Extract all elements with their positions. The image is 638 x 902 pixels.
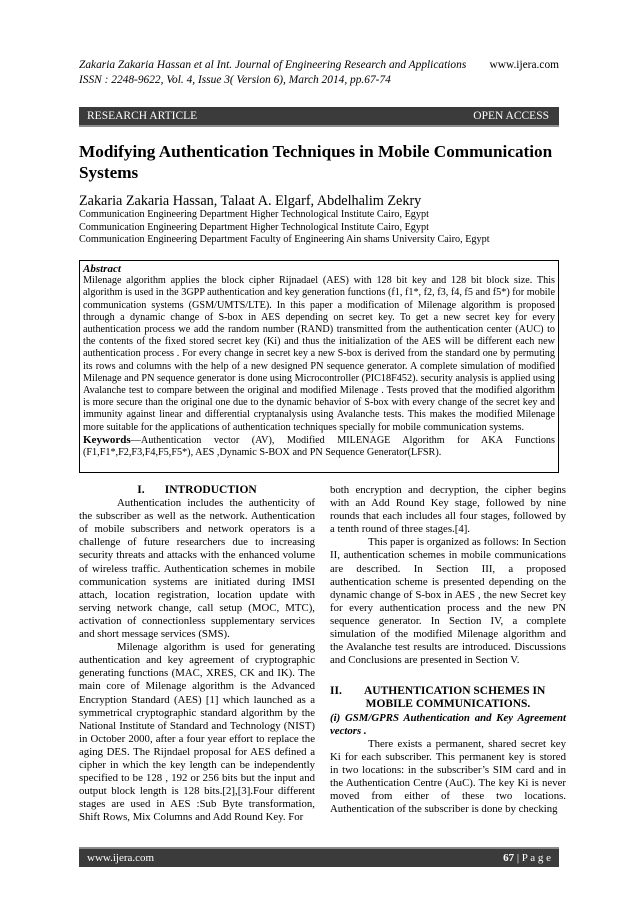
header-url[interactable]: www.ijera.com	[489, 59, 559, 71]
abstract-box	[79, 260, 559, 473]
keywords-label: Keywords	[83, 433, 131, 446]
article-type-banner	[79, 107, 559, 127]
affiliation-3: Communication Engineering Department Faculty of Engineering Ain shams University Cairo, Egypt	[79, 234, 490, 246]
gsm-paragraph: There exists a permanent, shared secret key Ki for each subscriber. This permanent key is stored in two locations: in the subscriber’s SIM card and in the Authentication Centre (AuC). The key Ki is never moved from either of these two locations. Authentication of the subscriber is done by checking	[330, 737, 566, 816]
running-header	[79, 58, 559, 88]
subsection-heading: (i) GSM/GPRS Authentication and Key Agreement vectors .	[330, 711, 566, 737]
affiliations	[79, 209, 559, 247]
page-footer	[79, 847, 559, 867]
page-label: | P a g e	[514, 852, 551, 864]
intro-paragraph-continued: both encryption and decryption, the cipher begins with an Add Round Key stage, followed by nine rounds that each includes all four stages, followed by a tenth round of three stages.[4].	[330, 484, 566, 536]
open-access-label: OPEN ACCESS	[473, 110, 549, 122]
keywords-text: —Authentication vector (AV), Modified MILENAGE Algorithm for AKA Functions (F1,F1*,F2,F3,F4,F5,F5*), AES ,Dynamic S-BOX and PN Sequence Generator(LFSR).	[83, 434, 555, 459]
affiliation-1: Communication Engineering Department Higher Technological Institute Cairo, Egypt	[79, 209, 429, 220]
author-list: Zakaria Zakaria Hassan, Talaat A. Elgarf, Abdelhalim Zekry	[79, 193, 422, 209]
intro-paragraph-1: Authentication includes the authenticity of the subscriber as well as the network. Authentication of mobile subscribers and network operators is a challenge of future researchers due to increasing security threats and attacks with the enhanced volume of wireless traffic. Authentication schemes in mobile communication systems are initiated during IMSI attach, location registration, location update with serving network change, call setup (MOC, MTC), activation of connectionless supplementary services and short message services (SMS).	[79, 497, 315, 641]
section-title-line-2: MOBILE COMMUNICATIONS.	[365, 698, 531, 711]
section-heading-auth-schemes	[330, 685, 566, 711]
journal-citation: Zakaria Zakaria Hassan et al Int. Journal of Engineering Research and Applications	[79, 59, 467, 71]
right-column	[330, 484, 566, 816]
section-heading-introduction: I. INTRODUCTION	[137, 484, 257, 496]
section-title-line-1: AUTHENTICATION SCHEMES IN	[364, 685, 546, 698]
abstract-text: Milenage algorithm applies the block cipher Rijnadael (AES) with 128 bit key and 128 bit block size. This algorithm is used in the 3GPP authentication and key generation functions (f1, f1*, f2, f3, f4, f5 and f5*) for mobile communication systems (GSM/UMTS/LTE). In this paper a modification of Milenage algorithm is proposed through a dynamic change of S-box in AES depending on secret key. To get a new secret key for every authentication process we add the random number (RAND) transmitted from the authentication center (AUC) to the contents of the fixed stored secret key (Ki) and thus the initialization of the AES will be different each new authentication process . For every change in secret key a new S-box is derived from the standard one by permuting its rows and columns with the help of a new designed PN sequence generator. A complete simulation of modified Milenage and PN sequence generator is done using Microcontroller (PIC18F452). security analysis is applied using Avalanche test to compare between the original and modified Milenage . Tests proved that the modified algorithm is more secure than the original one due to the dynamic behavior of S-box with every change of the secret key and immunity against linear and differential cryptanalysis using Avalanche tests. This makes the modified Milenage more suitable for the applications of authentication techniques specially for mobile communication systems.	[83, 275, 555, 433]
paper-title: Modifying Authentication Techniques in Mobile Communication Systems	[79, 142, 553, 182]
affiliation-2: Communication Engineering Department Higher Technological Institute Cairo, Egypt	[79, 221, 429, 233]
abstract-heading: Abstract	[83, 263, 121, 275]
footer-url[interactable]: www.ijera.com	[87, 852, 155, 864]
keywords	[83, 434, 555, 459]
research-article-label: RESEARCH ARTICLE	[87, 110, 198, 122]
left-column	[79, 484, 315, 824]
organization-paragraph: This paper is organized as follows: In Section II, authentication schemes in mobile communications are described. In Section III, a proposed authentication scheme is presented depending on the dynamic change of S-box in AES , the new Secret key for every authentication process and the new PN sequence generator. In Section IV, a complete simulation of the modified Milenage algorithm and the Avalanche test results are introduced. Discussions and Conclusions are presented in Section V.	[330, 536, 566, 667]
intro-paragraph-2: Milenage algorithm is used for generating authentication and key agreement of cryptographic generating functions (MAC, XRES, CK and IK). The main core of Milenage algorithm is the Advanced Encryption Standard (AES) [1] which launched as a symmetrical cryptographic standard algorithm by the National Institute of Standard and Technology (NIST) in October 2000, after a four year effort to replace the aging DES. The Rijndael proposal for AES defined a cipher in which the key length can be independently specified to be 128 , 192 or 256 bits but the input and output block length is 128 bits.[2],[3].Four different stages are used in AES :Sub Byte transformation, Shift Rows, Mix Columns and Add Round Key. For	[79, 641, 315, 824]
page-number	[503, 852, 551, 864]
page-number-value: 67	[503, 852, 515, 864]
issn-line: ISSN : 2248-9622, Vol. 4, Issue 3( Version 6), March 2014, pp.67-74	[79, 74, 391, 86]
section-number: II.	[330, 685, 342, 698]
